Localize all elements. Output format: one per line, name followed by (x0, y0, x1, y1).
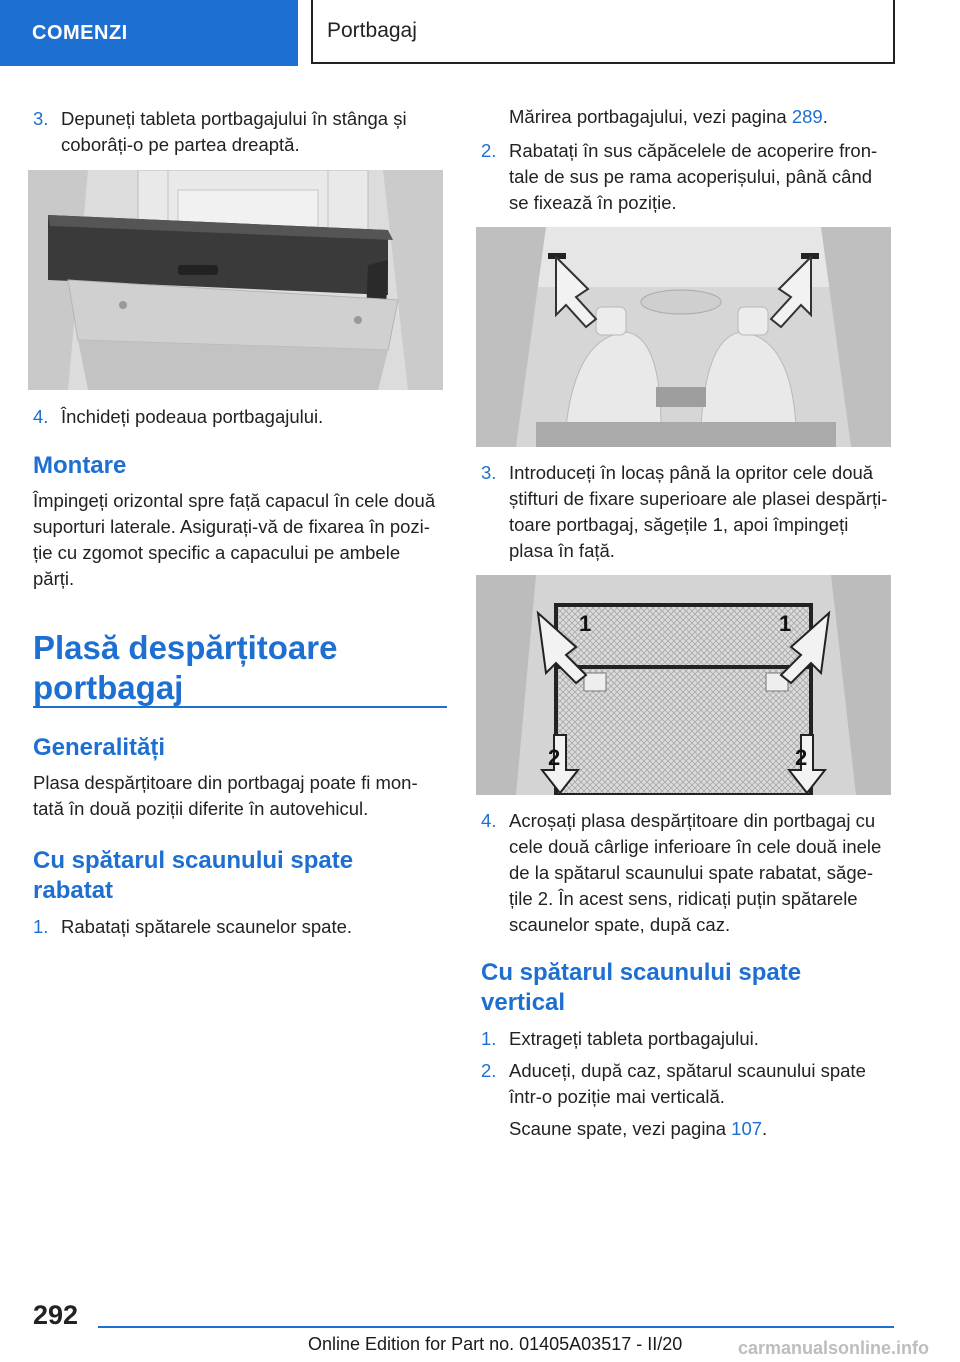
step-text: se fixează în poziție. (509, 192, 677, 213)
step-text: Extrageți tableta portbagajului. (509, 1028, 759, 1049)
right-step-2 (481, 138, 878, 216)
step-text: Rabatați spătarele scaunelor spate. (61, 916, 353, 937)
step-text: știfturi de fixare superioare ale plasei despărți- (509, 488, 888, 509)
step-number: 2. (481, 1060, 497, 1081)
step-text: coborâți-o pe partea dreaptă. (61, 134, 300, 155)
rabatat-step-1 (33, 914, 353, 940)
vertical-step-2 (481, 1058, 866, 1110)
step-text: într-o poziție mai verticală. (509, 1086, 725, 1107)
heading-line: Cu spătarul scaunului spate (33, 847, 354, 874)
step-text: tale de sus pe rama acoperișului, până când (509, 166, 873, 187)
text: Scaune spate, vezi pagina (509, 1118, 732, 1139)
text: . (762, 1118, 768, 1139)
arrow-label-2-left: 2 (548, 745, 561, 770)
step-number: 2. (481, 140, 497, 161)
text: . (822, 106, 828, 127)
footer-rule (98, 1326, 894, 1328)
step-text: de la spătarul scaunului spate rabatat, săge- (509, 862, 874, 883)
seats-reference (509, 1116, 767, 1142)
step-text: Închideți podeaua portbagajului. (61, 406, 324, 427)
heading-generalitati: Generalități (33, 734, 166, 761)
chapter-title: Portbagaj (327, 19, 417, 42)
text-line: Plasa despărțitoare din portbagaj poate fi mon- (33, 772, 418, 793)
step-text: țile 2. În acest sens, ridicați puțin spătarele (509, 888, 858, 909)
step-text: Acroșați plasa despărțitoare din portbagaj cu (509, 810, 876, 831)
trunk-cover-image (28, 170, 443, 390)
step-number: 1. (481, 1028, 497, 1049)
text-line: suporturi laterale. Asigurați-vă de fixarea în pozi- (33, 516, 430, 537)
montare-paragraph (33, 488, 435, 592)
text-line: Împingeți orizontal spre față capacul în cele două (33, 490, 436, 511)
step-number: 3. (33, 108, 49, 129)
right-step-3 (481, 460, 888, 564)
heading-line: portbagaj (33, 669, 184, 706)
heading-vertical (481, 958, 801, 1018)
step-text: toare portbagaj, săgețile 1, apoi împingeți (509, 514, 849, 535)
watermark: carmanualsonline.info (738, 1338, 930, 1358)
step-text: Rabatați în sus căpăcelele de acoperire fron- (509, 140, 878, 161)
vertical-step-1 (481, 1026, 759, 1052)
text-line: ție cu zgomot specific a capacului pe ambele (33, 542, 401, 563)
page-link-289[interactable]: 289 (791, 106, 823, 127)
section-label: COMENZI (32, 21, 128, 44)
generalitati-paragraph (33, 770, 418, 822)
heading-line: rabatat (33, 877, 114, 904)
heading-line: Plasă despărțitoare (33, 629, 338, 666)
heading-montare: Montare (33, 452, 127, 479)
right-step-4 (481, 808, 882, 938)
text-line: părți. (33, 568, 75, 589)
step-text: scaunelor spate, după caz. (509, 914, 731, 935)
heading-plasa (33, 628, 337, 708)
net-install-image (476, 575, 891, 795)
continuation-text (509, 104, 828, 130)
left-step-3 (33, 106, 407, 158)
arrow-label-1-right: 1 (779, 611, 792, 636)
step-number: 3. (481, 462, 497, 483)
step-number: 4. (481, 810, 497, 831)
page-link-107[interactable]: 107 (731, 1118, 763, 1139)
section-tab[interactable] (0, 0, 298, 66)
arrow-label-1-left: 1 (579, 611, 592, 636)
step-text: Aduceți, după caz, spătarul scaunului spate (509, 1060, 866, 1081)
roof-caps-image (476, 227, 891, 447)
text: Mărirea portbagajului, vezi pagina (509, 106, 792, 127)
heading-line: vertical (481, 989, 566, 1016)
arrow-label-2-right: 2 (795, 745, 808, 770)
left-step-4 (33, 404, 324, 430)
edition-text: Online Edition for Part no. 01405A03517 - II/20 (308, 1334, 683, 1354)
step-text: plasa în față. (509, 540, 615, 561)
page-number: 292 (33, 1300, 79, 1330)
heading-rabatat (33, 846, 353, 906)
section-rule (33, 706, 447, 708)
step-number: 4. (33, 406, 49, 427)
step-text: cele două cârlige inferioare în cele două inele (509, 836, 882, 857)
text-line: tată în două poziții diferite în autovehicul. (33, 798, 369, 819)
step-text: Introduceți în locaș până la opritor cele două (509, 462, 874, 483)
step-number: 1. (33, 916, 49, 937)
heading-line: Cu spătarul scaunului spate (481, 959, 802, 986)
step-text: Depuneți tableta portbagajului în stânga și (61, 108, 407, 129)
chapter-box (311, 0, 895, 64)
